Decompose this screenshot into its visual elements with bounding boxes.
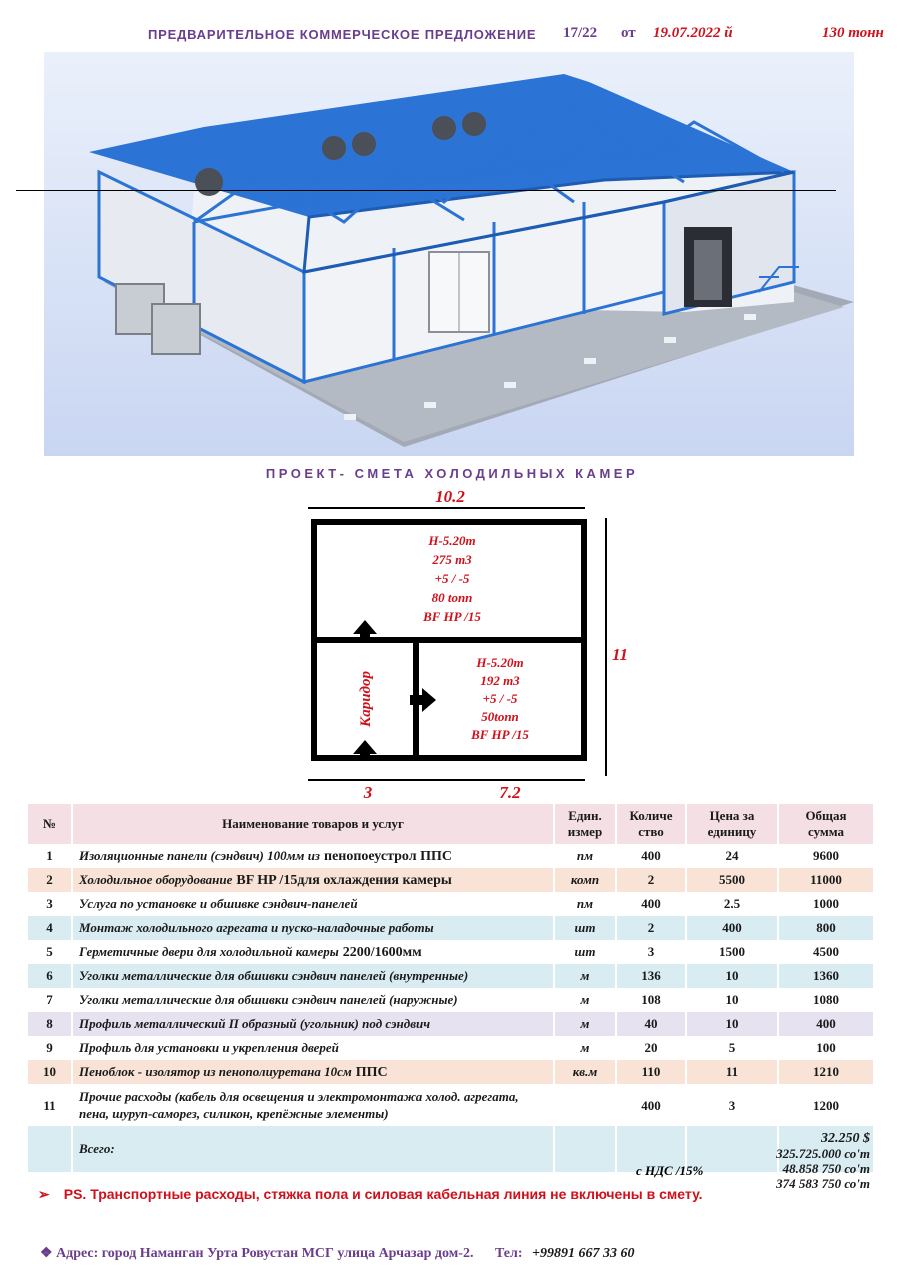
ps-note: ➢ PS. Транспортные расходы, стяжка пола и силовая кабельная линия не включены в смету. [38, 1186, 703, 1202]
table-row: 10 Пеноблок - изолятор из пенополиуретана 10см ППС кв.м 110 11 1210 [28, 1060, 874, 1084]
table-row: 5 Герметичные двери для холодильной камеры 2200/1600мм шт 3 1500 4500 [28, 940, 874, 964]
address-line [40, 1245, 634, 1262]
table-row: 1 Изоляционные панели (сэндвич) 100мм из пенопоеустрол ППС пм 400 24 9600 [28, 844, 874, 868]
header-capacity: 130 тонн [822, 25, 884, 41]
nds-label: с НДС /15% [636, 1163, 704, 1178]
header-number: 17/22 [563, 25, 598, 41]
dim-right-label: 11 [611, 645, 629, 664]
table-row: 4 Монтаж холодильного агрегата и пуско-наладочные работы шт 2 400 800 [28, 916, 874, 940]
table-row: 11 Прочие расходы (кабель для освещения и электромонтажа холод. агрегата, пена, шуруп-саморез, силикон, крепёжные элементы) 400 3 1200 [28, 1084, 874, 1126]
floor-plan [290, 484, 630, 804]
horizontal-rule [16, 190, 836, 191]
header-title: ПРЕДВАРИТЕЛЬНОЕ КОММЕРЧЕСКОЕ ПРЕДЛОЖЕНИЕ [148, 27, 537, 42]
header-date: 19.07.2022 й [653, 25, 733, 41]
tel-label: Тел: [494, 1246, 523, 1261]
header-ot: от [621, 25, 636, 41]
table-header-row [28, 804, 874, 844]
col-no: № [28, 804, 72, 844]
chamber2-height: H-5.20m [476, 655, 524, 670]
arrow-bullet-icon: ➢ [38, 1186, 50, 1202]
chamber1-capacity: 80 tonn [431, 590, 473, 605]
table-row: 9 Профиль для установки и укрепления дверей м 20 5 100 [28, 1036, 874, 1060]
col-unit: Един. измер [554, 804, 616, 844]
diamond-bullet-icon: ❖ [40, 1246, 53, 1261]
warehouse-illustration [44, 52, 854, 456]
total-usd: 32.250 $ [821, 1131, 870, 1146]
chamber1-height: H-5.20m [428, 533, 476, 548]
chamber2-volume: 192 m3 [480, 673, 520, 688]
col-qty: Количе ство [616, 804, 686, 844]
dim-top-label: 10.2 [435, 487, 465, 506]
totals-block [740, 1131, 870, 1191]
total-label: Всего: [72, 1126, 554, 1172]
chamber2-capacity: 50tonn [481, 709, 519, 724]
section-subtitle: ПРОЕКТ- СМЕТА ХОЛОДИЛЬНЫХ КАМЕР [265, 466, 639, 481]
total-nds: 48.858 750 со'm [782, 1161, 870, 1176]
chamber1-volume: 275 m3 [432, 552, 472, 567]
corridor-label: Каридор [358, 671, 374, 727]
phone-number: +99891 667 33 60 [532, 1246, 635, 1261]
table-row: 3 Услуга по установке и обшивке сэндвич-панелей пм 400 2.5 1000 [28, 892, 874, 916]
dim-bottom-left-label: 3 [363, 783, 373, 802]
table-row: 7 Уголки металлические для обшивки сэндвич панелей (наружные) м 108 10 1080 [28, 988, 874, 1012]
col-name: Наименование товаров и услуг [72, 804, 554, 844]
col-price: Цена за единицу [686, 804, 778, 844]
total-with-nds: 374 583 750 со'm [776, 1176, 870, 1191]
table-row: 2 Холодильное оборудование BF HP /15для охлаждения камеры комп 2 5500 11000 [28, 868, 874, 892]
total-som: 325.725.000 со'm [776, 1146, 870, 1161]
chamber1-equipment: BF HP /15 [423, 609, 481, 624]
chamber2-temp: +5 / -5 [482, 691, 518, 706]
chamber1-temp: +5 / -5 [434, 571, 470, 586]
chamber2-equipment: BF HP /15 [471, 727, 529, 742]
table-row: 8 Профиль металлический П образный (угольник) под сэндвич м 40 10 400 [28, 1012, 874, 1036]
document-header [0, 24, 904, 46]
table-row: 6 Уголки металлические для обшивки сэндвич панелей (внутренные) м 136 10 1360 [28, 964, 874, 988]
col-total: Общая сумма [778, 804, 874, 844]
dim-bottom-right-label: 7.2 [499, 783, 521, 802]
address-text: Адрес: город Наманган Урта Ровустан МСГ улица Арчазар дом-2. [56, 1246, 474, 1261]
estimate-table [28, 804, 874, 1172]
warehouse-drawing [44, 52, 854, 456]
